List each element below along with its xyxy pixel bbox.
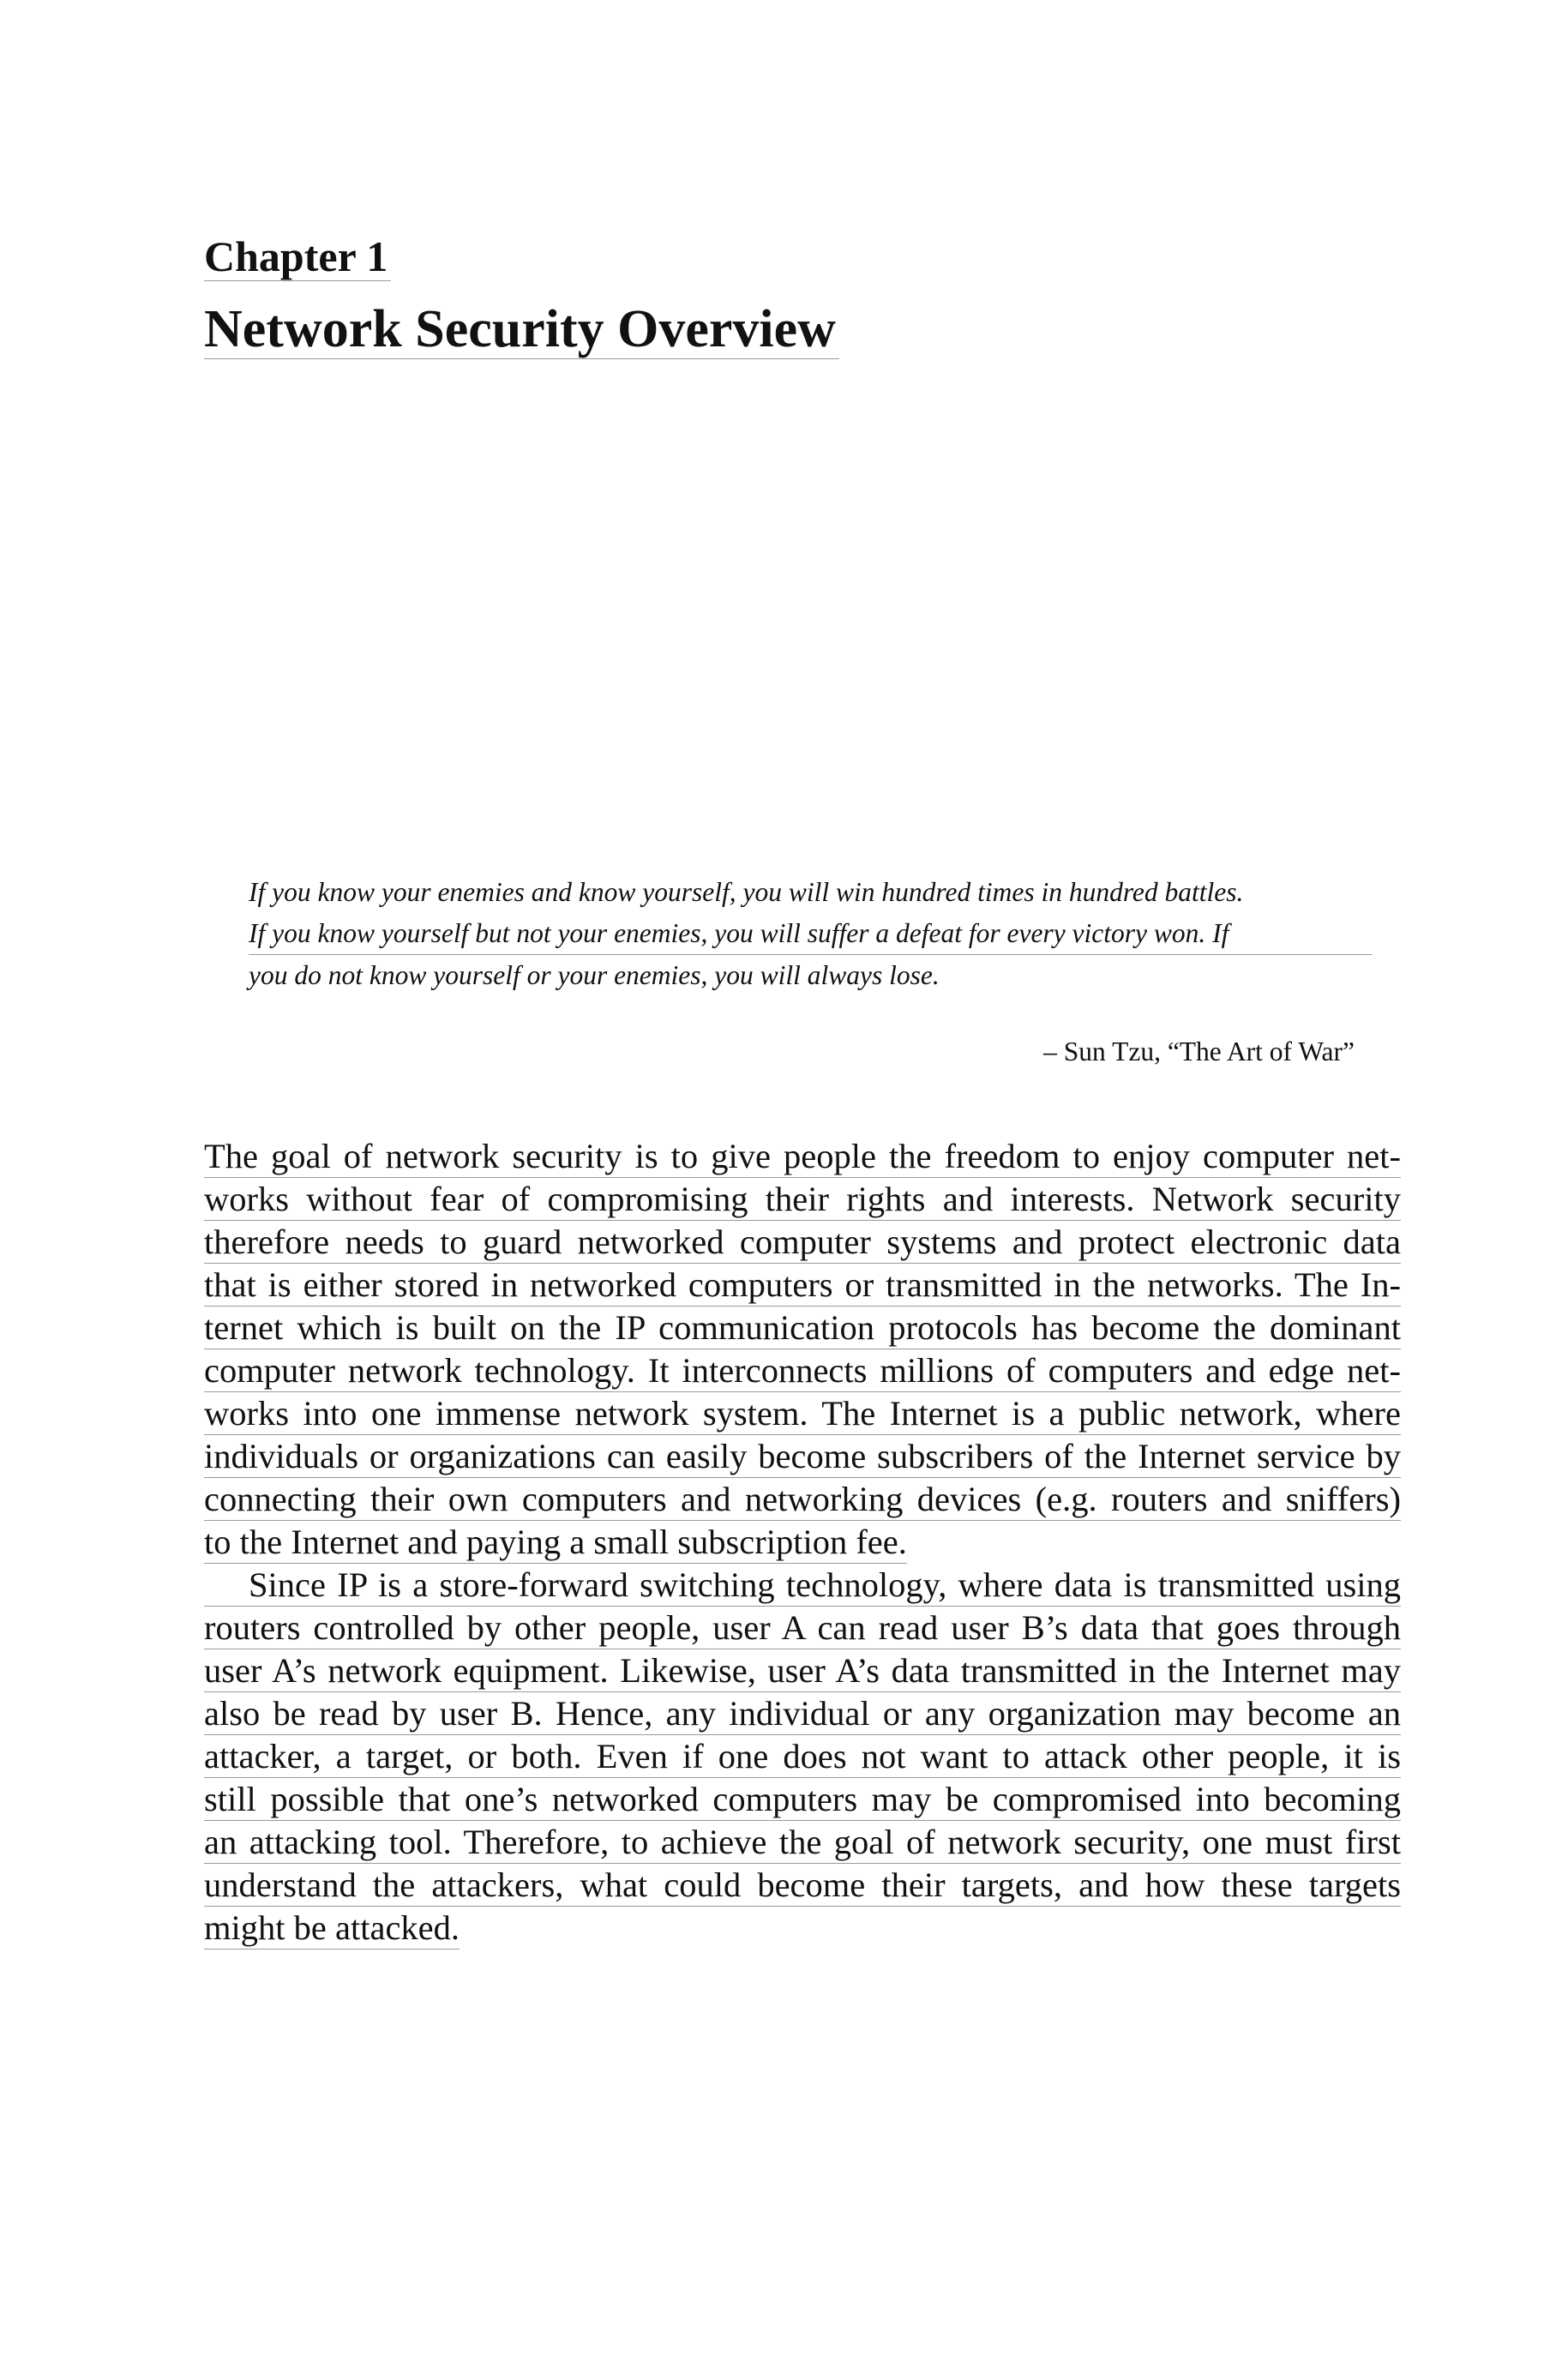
text-line: connecting their own computers and networking devices (e.g. routers and sniffers) — [204, 1478, 1401, 1521]
paragraph — [204, 1564, 1401, 1949]
epigraph-quote — [249, 872, 1372, 996]
epigraph-line: If you know yourself but not your enemies, you will suffer a defeat for every victory won. If — [249, 913, 1372, 955]
text-line: routers controlled by other people, user A can read user B’s data that goes through — [204, 1607, 1401, 1649]
epigraph-line: If you know your enemies and know yourself, you will win hundred times in hundred battles. — [249, 877, 1244, 907]
text-line: attacker, a target, or both. Even if one does not want to attack other people, it is — [204, 1735, 1401, 1778]
epigraph — [249, 872, 1372, 996]
text-line: an attacking tool. Therefore, to achieve the goal of network security, one must first — [204, 1821, 1401, 1864]
paragraph — [204, 1135, 1401, 1564]
epigraph-line: you do not know yourself or your enemies, you will always lose. — [249, 960, 940, 990]
body-text — [204, 1135, 1401, 1949]
text-line: works into one immense network system. The Internet is a public network, where — [204, 1392, 1401, 1435]
text-line: might be attacked. — [204, 1907, 460, 1949]
text-line: therefore needs to guard networked computer systems and protect electronic data — [204, 1221, 1401, 1264]
text-line: ternet which is built on the IP communication protocols has become the dominant — [204, 1307, 1401, 1349]
text-line: that is either stored in networked computers or transmitted in the networks. The In- — [204, 1264, 1401, 1307]
chapter-label: Chapter 1 — [204, 233, 391, 281]
text-line: individuals or organizations can easily become subscribers of the Internet service by — [204, 1435, 1401, 1478]
text-line: to the Internet and paying a small subscription fee. — [204, 1521, 907, 1564]
chapter-heading — [204, 233, 890, 359]
text-line: user A’s network equipment. Likewise, user A’s data transmitted in the Internet may — [204, 1649, 1401, 1692]
text-line: The goal of network security is to give people the freedom to enjoy computer net- — [204, 1135, 1401, 1178]
text-line: computer network technology. It interconnects millions of computers and edge net- — [204, 1349, 1401, 1392]
text-line: Since IP is a store-forward switching technology, where data is transmitted using — [204, 1564, 1401, 1607]
text-line: works without fear of compromising their rights and interests. Network security — [204, 1178, 1401, 1221]
text-line: still possible that one’s networked computers may be compromised into becoming — [204, 1778, 1401, 1821]
chapter-title: Network Security Overview — [204, 300, 839, 359]
epigraph-attribution: – Sun Tzu, “The Art of War” — [1043, 1036, 1355, 1066]
text-line: also be read by user B. Hence, any individual or any organization may become an — [204, 1692, 1401, 1735]
text-line: understand the attackers, what could become their targets, and how these targets — [204, 1864, 1401, 1907]
